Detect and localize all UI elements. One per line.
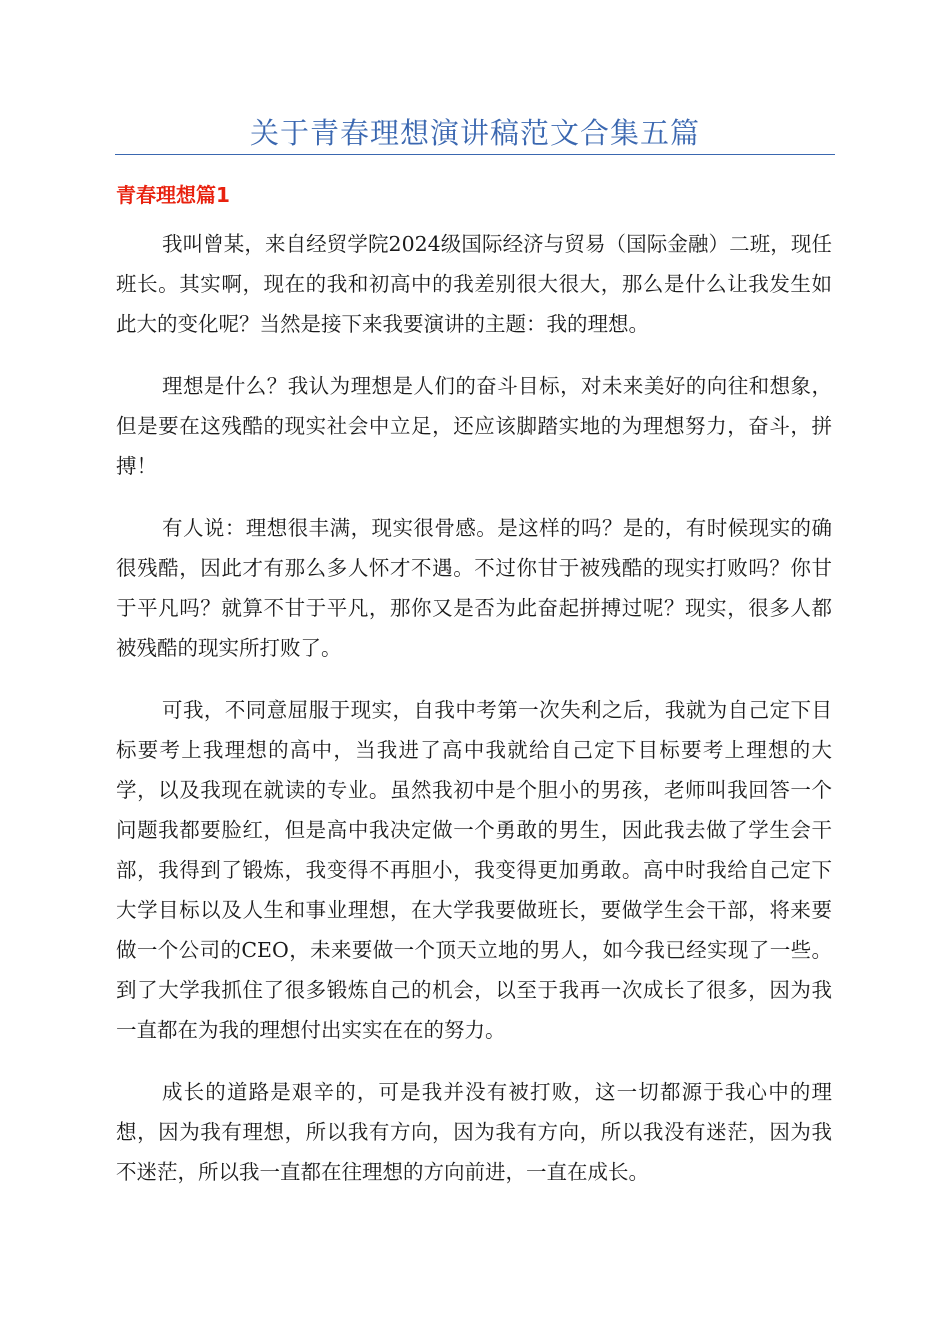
title-underline (115, 154, 835, 155)
paragraph-5: 成长的道路是艰辛的，可是我并没有被打败，这一切都源于我心中的理想，因为我有理想，所以我有方向，因为我有方向，所以我没有迷茫，因为我不迷茫，所以我一直都在往理想的方向前进，一直在成长。 (116, 1080, 832, 1184)
paragraph-4: 可我，不同意屈服于现实，自我中考第一次失利之后，我就为自己定下目标要考上我理想的高中，当我进了高中我就给自己定下目标要考上理想的大学，以及我现在就读的专业。虽然我初中是个胆小的男孩，老师叫我回答一个问题我都要脸红，但是高中我决定做一个勇敢的男生，因此我去做了学生会干部，我得到了锻炼，我变得不再胆小，我变得更加勇敢。高中时我给自己定下大学目标以及人生和事业理想，在大学我要做班长，要做学生会干部，将来要做一个公司的CEO，未来要做一个顶天立地的男人，如今我已经实现了一些。到了大学我抓住了很多锻炼自己的机会，以至于我再一次成长了很多，因为我一直都在为我的理想付出实实在在的努力。 (116, 698, 832, 1042)
document-title: 关于青春理想演讲稿范文合集五篇 (249, 116, 700, 150)
paragraph-2: 理想是什么？我认为理想是人们的奋斗目标，对未来美好的向往和想象，但是要在这残酷的现实社会中立足，还应该脚踏实地的为理想努力，奋斗，拼搏！ (116, 374, 832, 478)
paragraph-1: 我叫曾某，来自经贸学院2024级国际经济与贸易（国际金融）二班，现任班长。其实啊，现在的我和初高中的我差别很大很大，那么是什么让我发生如此大的变化呢？当然是接下来我要演讲的主题：我的理想。 (116, 232, 832, 336)
document-body (116, 224, 832, 1214)
section-heading: 青春理想篇1 (116, 183, 230, 207)
paragraph-3: 有人说：理想很丰满，现实很骨感。是这样的吗？是的，有时候现实的确很残酷，因此才有那么多人怀才不遇。不过你甘于被残酷的现实打败吗？你甘于平凡吗？就算不甘于平凡，那你又是否为此奋起拼搏过呢？现实，很多人都被残酷的现实所打败了。 (116, 516, 832, 660)
